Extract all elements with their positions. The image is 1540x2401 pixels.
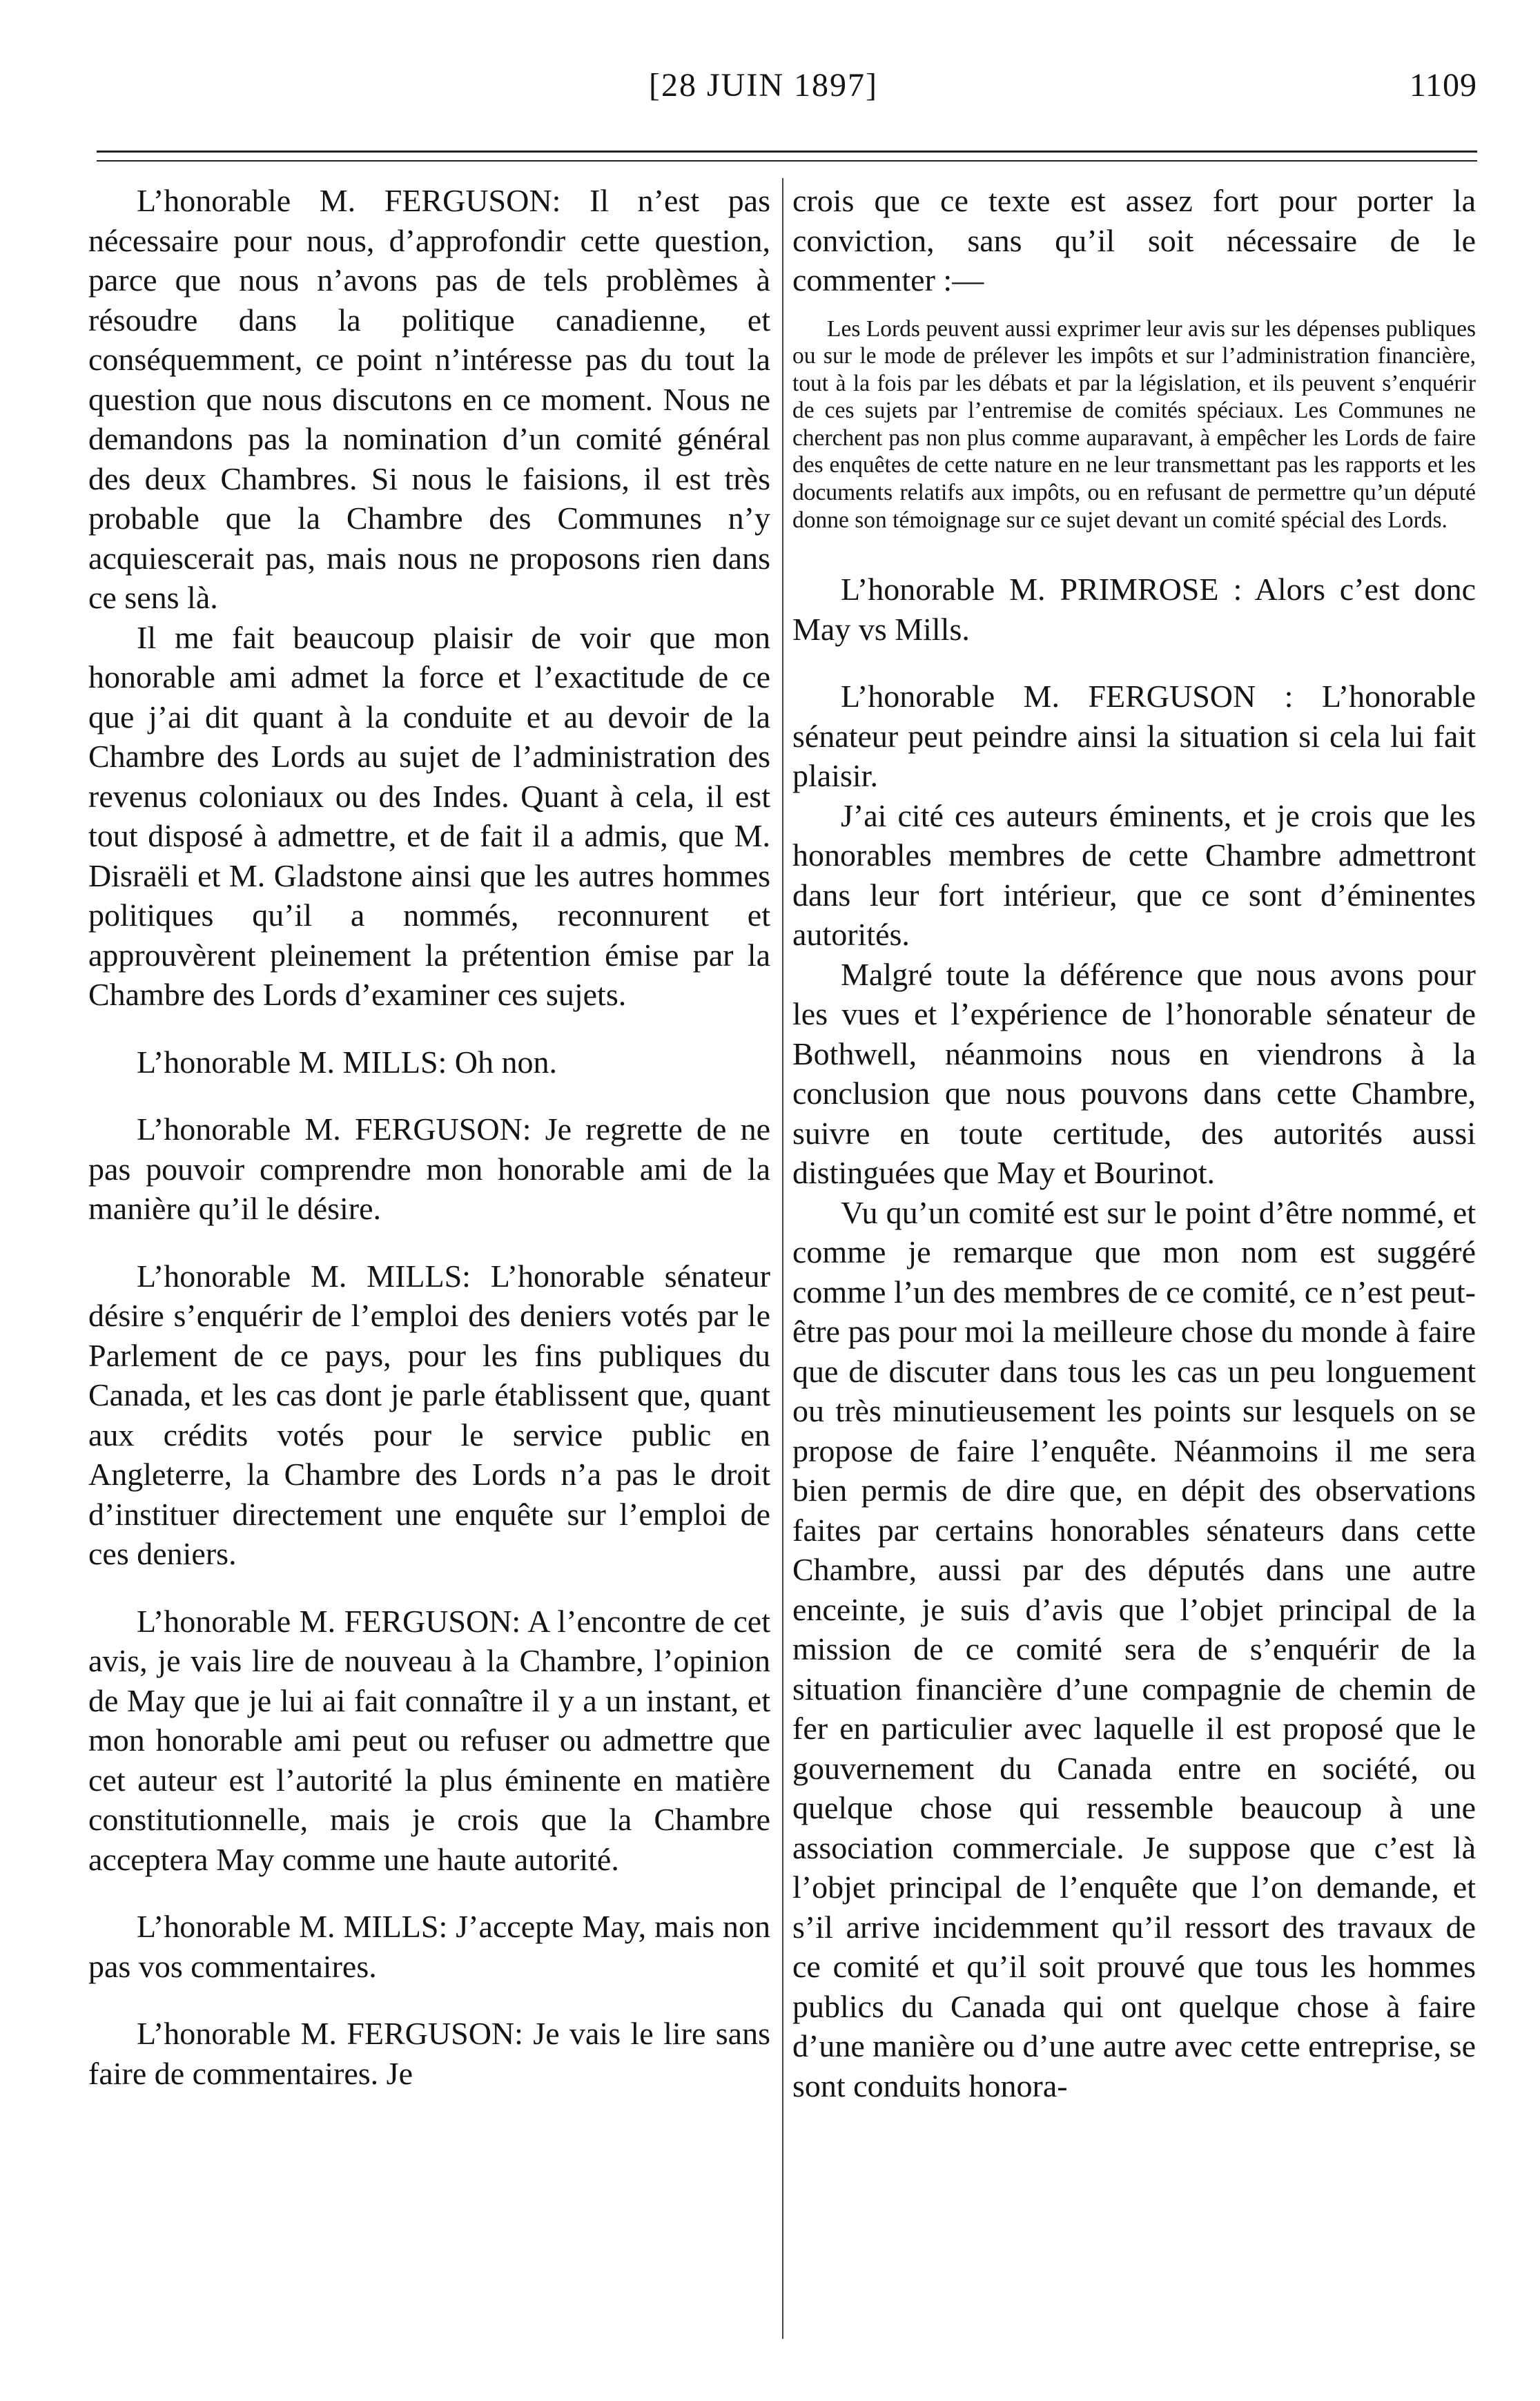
header-rule-bottom — [97, 160, 1477, 162]
left-column — [88, 181, 770, 2342]
paragraph-ferguson-3: L’honorable M. FERGUSON: Je regrette de ne pas pouvoir comprendre mon honorable ami de la manière qu’il le désire. — [88, 1111, 770, 1226]
paragraph-continuation: crois que ce texte est assez fort pour porter la conviction, sans qu’il soit nécessaire de le commenter :— — [792, 183, 1476, 298]
paragraph-mills-2: L’honorable M. MILLS: L’honorable sénateur désire s’enquérir de l’emploi des deniers votés par le Parlement de ce pays, pour les fins publiques du Canada, et les cas dont je parle établissent que, quant aux crédits votés pour le service public en Angleterre, la Chambre des Lords n’a pas le droit d’instituer directement une enquête sur l’emploi de ces deniers. — [88, 1258, 770, 1571]
paragraph-mills-3: L’honorable M. MILLS: J’accepte May, mais non pas vos commentaires. — [88, 1909, 770, 1984]
paragraph-authors: J’ai cité ces auteurs éminents, et je crois que les honorables membres de cette Chambre admettront dans leur fort intérieur, que ce sont d’éminentes autorités. — [792, 797, 1476, 953]
paragraph-ferguson-1: L’honorable M. FERGUSON: Il n’est pas nécessaire pour nous, d’approfondir cette question, parce que nous n’avons pas de tels problèmes à résoudre dans la politique canadienne, et conséquemment, ce point n’intéresse pas du tout la question que nous discutons en ce moment. Nous ne demandons pas la nomination d’un comité général des deux Chambres. Si nous le faisions, il est très probable que la Chambre des Communes n’y acquiescerait pas, mais nous ne proposons rien dans ce sens là. — [88, 183, 770, 615]
paragraph-ferguson-4: L’honorable M. FERGUSON: A l’encontre de cet avis, je vais lire de nouveau à la Chambre, l’opinion de May que je lui ai fait connaître il y a un instant, et mon honorable ami peut ou refuser ou admettre que cet auteur est l’autorité la plus éminente en matière constitutionnelle, mais je crois que la Chambre acceptera May comme une haute autorité. — [88, 1603, 770, 1877]
paragraph-primrose: L’honorable M. PRIMROSE : Alors c’est donc May vs Mills. — [792, 572, 1476, 647]
right-column — [792, 181, 1476, 2342]
column-divider — [782, 178, 783, 2339]
paragraph-ferguson-5: L’honorable M. FERGUSON: Je vais le lire sans faire de commentaires. Je — [88, 2016, 770, 2091]
page-header — [83, 66, 1477, 115]
quotation-may: Les Lords peuvent aussi exprimer leur avis sur les dépenses publiques ou sur le mode de prélever les impôts et sur l’administration financière, tout à la fois par les débats et par la législation, et ils peuvent s’enquérir de ces sujets par l’entremise de comités spéciaux. Les Communes ne cherchent pas non plus comme auparavant, à empêcher les Lords de faire des enquêtes de cette nature en ne leur transmettant pas les rapports et les documents relatifs aux impôts, ou en refusant de permettre qu’un député donne son témoignage sur ce sujet devant un comité spécial des Lords. — [792, 315, 1476, 533]
paragraph-committee: Vu qu’un comité est sur le point d’être nommé, et comme je remarque que mon nom est suggéré comme l’un des membres de ce comité, ce n’est peut-être pas pour moi la meilleure chose du monde à faire que de discuter dans tous les cas un peu longuement ou très minutieusement les points sur lesquels on se propose de faire l’enquête. Néanmoins il me sera bien permis de dire que, en dépit des observations faites par certains honorables sénateurs dans cette Chambre, aussi par des députés dans une autre enceinte, je suis d’avis que l’objet principal de la mission de ce comité sera de s’enquérir de la situation financière d’une compagnie de chemin de fer en particulier avec laquelle il est proposé que le gouvernement du Canada entre en société, ou quelque chose qui ressemble beaucoup à une association commerciale. Je suppose que c’est là l’objet principal de l’enquête que l’on demande, et s’il arrive incidemment qu’il ressort des travaux de ce comité et qu’il soit prouvé que tous les hommes publics du Canada qui ont quelque chose à faire d’une manière ou d’une autre avec cette entreprise, se sont conduits honora- — [792, 1194, 1476, 2103]
header-date: [28 JUIN 1897] — [649, 67, 878, 104]
page-number: 1109 — [1409, 67, 1477, 104]
header-rule-top — [97, 150, 1477, 153]
paragraph-mills-1: L’honorable M. MILLS: Oh non. — [137, 1044, 558, 1080]
paragraph-deference: Malgré toute la déférence que nous avons pour les vues et l’expérience de l’honorable sénateur de Bothwell, néanmoins nous en viendrons à la conclusion que nous pouvons dans cette Chambre, suivre en toute certitude, des autorités aussi distinguées que May et Bourinot. — [792, 956, 1476, 1191]
paragraph-ferguson-6: L’honorable M. FERGUSON : L’honorable sénateur peut peindre ainsi la situation si cela lui fait plaisir. — [792, 679, 1476, 794]
paragraph-ferguson-2: Il me fait beaucoup plaisir de voir que mon honorable ami admet la force et l’exactitude de ce que j’ai dit quant à la conduite et au devoir de la Chambre des Lords au sujet de l’administration des revenus coloniaux ou des Indes. Quant à cela, il est tout disposé à admettre, et de fait il a admis, que M. Disraëli et M. Gladstone ainsi que les autres hommes politiques qu’il a nommés, reconnurent et approuvèrent pleinement la prétention émise par la Chambre des Lords d’examiner ces sujets. — [88, 619, 770, 1012]
